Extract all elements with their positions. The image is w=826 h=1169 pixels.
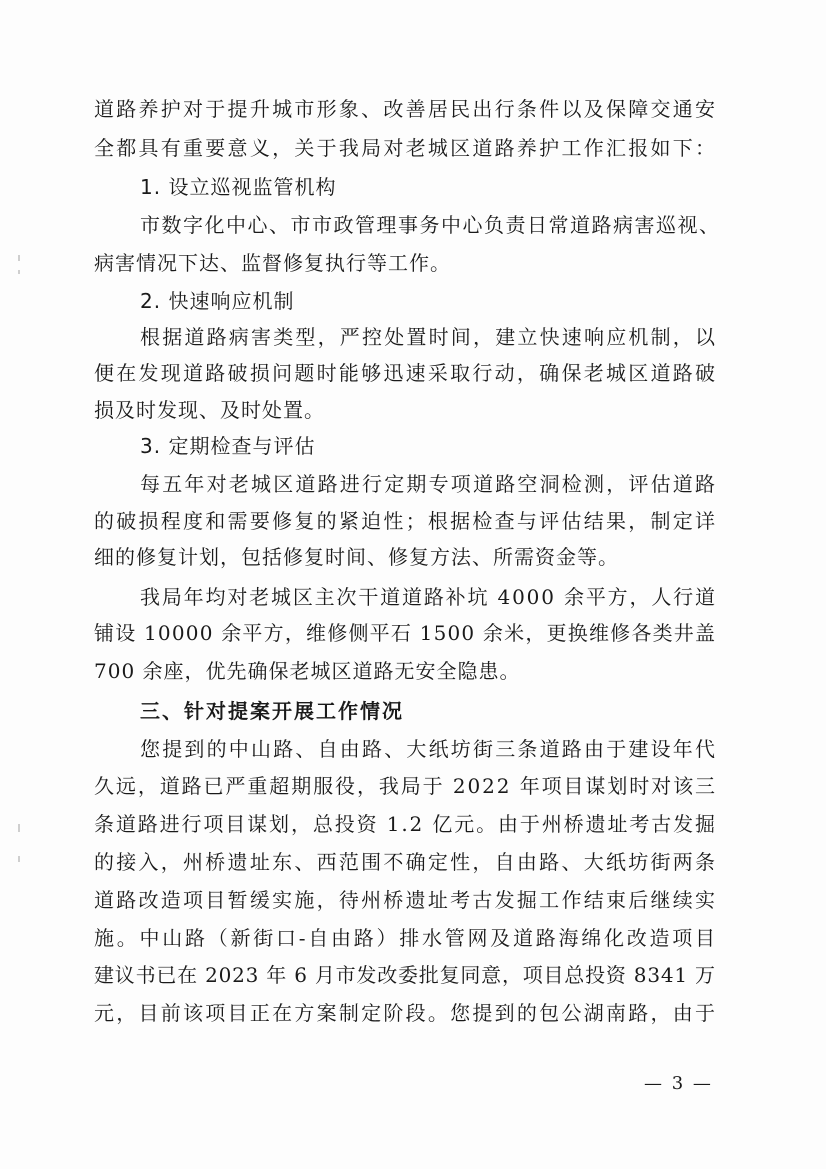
- scan-mark: [18, 255, 20, 261]
- text-line: 根据道路病害类型，严控处置时间，建立快速响应机制，以: [140, 325, 718, 349]
- text-line: 建议书已在 2023 年 6 月市发改委批复同意，项目总投资 8341 万: [94, 963, 716, 987]
- page-number: — 3 —: [644, 1073, 713, 1094]
- text-line: 的接入，州桥遗址东、西范围不确定性，自由路、大纸坊街两条: [94, 850, 718, 874]
- scan-mark: [18, 856, 20, 862]
- scan-mark: [18, 824, 20, 832]
- text-line: 道路养护对于提升城市形象、改善居民出行条件以及保障交通安: [94, 97, 718, 121]
- section-subheading: 3. 定期检查与评估: [140, 434, 316, 458]
- scan-mark: [18, 270, 20, 274]
- text-line: 的破损程度和需要修复的紧迫性；根据检查与评估结果，制定详: [94, 509, 718, 533]
- section-heading: 三、针对提案开展工作情况: [140, 699, 404, 723]
- text-line: 元，目前该项目正在方案制定阶段。您提到的包公湖南路，由于: [94, 1001, 718, 1025]
- text-line: 损及时发现、及时处置。: [94, 398, 325, 422]
- text-line: 全都具有重要意义，关于我局对老城区道路养护工作汇报如下：: [94, 136, 718, 160]
- text-line: 市数字化中心、市市政管理事务中心负责日常道路病害巡视、: [140, 213, 721, 237]
- text-line: 久远，道路已严重超期服役，我局于 2022 年项目谋划时对该三: [94, 774, 717, 798]
- text-line: 您提到的中山路、自由路、大纸坊街三条道路由于建设年代: [140, 737, 718, 761]
- text-line: 条道路进行项目谋划，总投资 1.2 亿元。由于州桥遗址考古发掘: [94, 812, 717, 836]
- text-line: 细的修复计划，包括修复时间、修复方法、所需资金等。: [94, 545, 619, 569]
- text-line: 铺设 10000 余平方，维修侧平石 1500 余米，更换维修各类井盖: [94, 621, 717, 645]
- text-line: 施。中山路（新街口-自由路）排水管网及道路海绵化改造项目: [94, 926, 718, 950]
- text-line: 每五年对老城区道路进行定期专项道路空洞检测，评估道路: [140, 472, 718, 496]
- text-line: 700 余座，优先确保老城区道路无安全隐患。: [94, 659, 521, 683]
- text-line: 便在发现道路破损问题时能够迅速采取行动，确保老城区道路破: [94, 361, 718, 385]
- section-subheading: 2. 快速响应机制: [140, 289, 295, 313]
- text-line: 病害情况下达、监督修复执行等工作。: [94, 251, 451, 275]
- text-line: 道路改造项目暂缓实施，待州桥遗址考古发掘工作结束后继续实: [94, 888, 718, 912]
- text-line: 我局年均对老城区主次干道道路补坑 4000 余平方，人行道: [140, 585, 717, 609]
- section-subheading: 1. 设立巡视监管机构: [140, 175, 337, 199]
